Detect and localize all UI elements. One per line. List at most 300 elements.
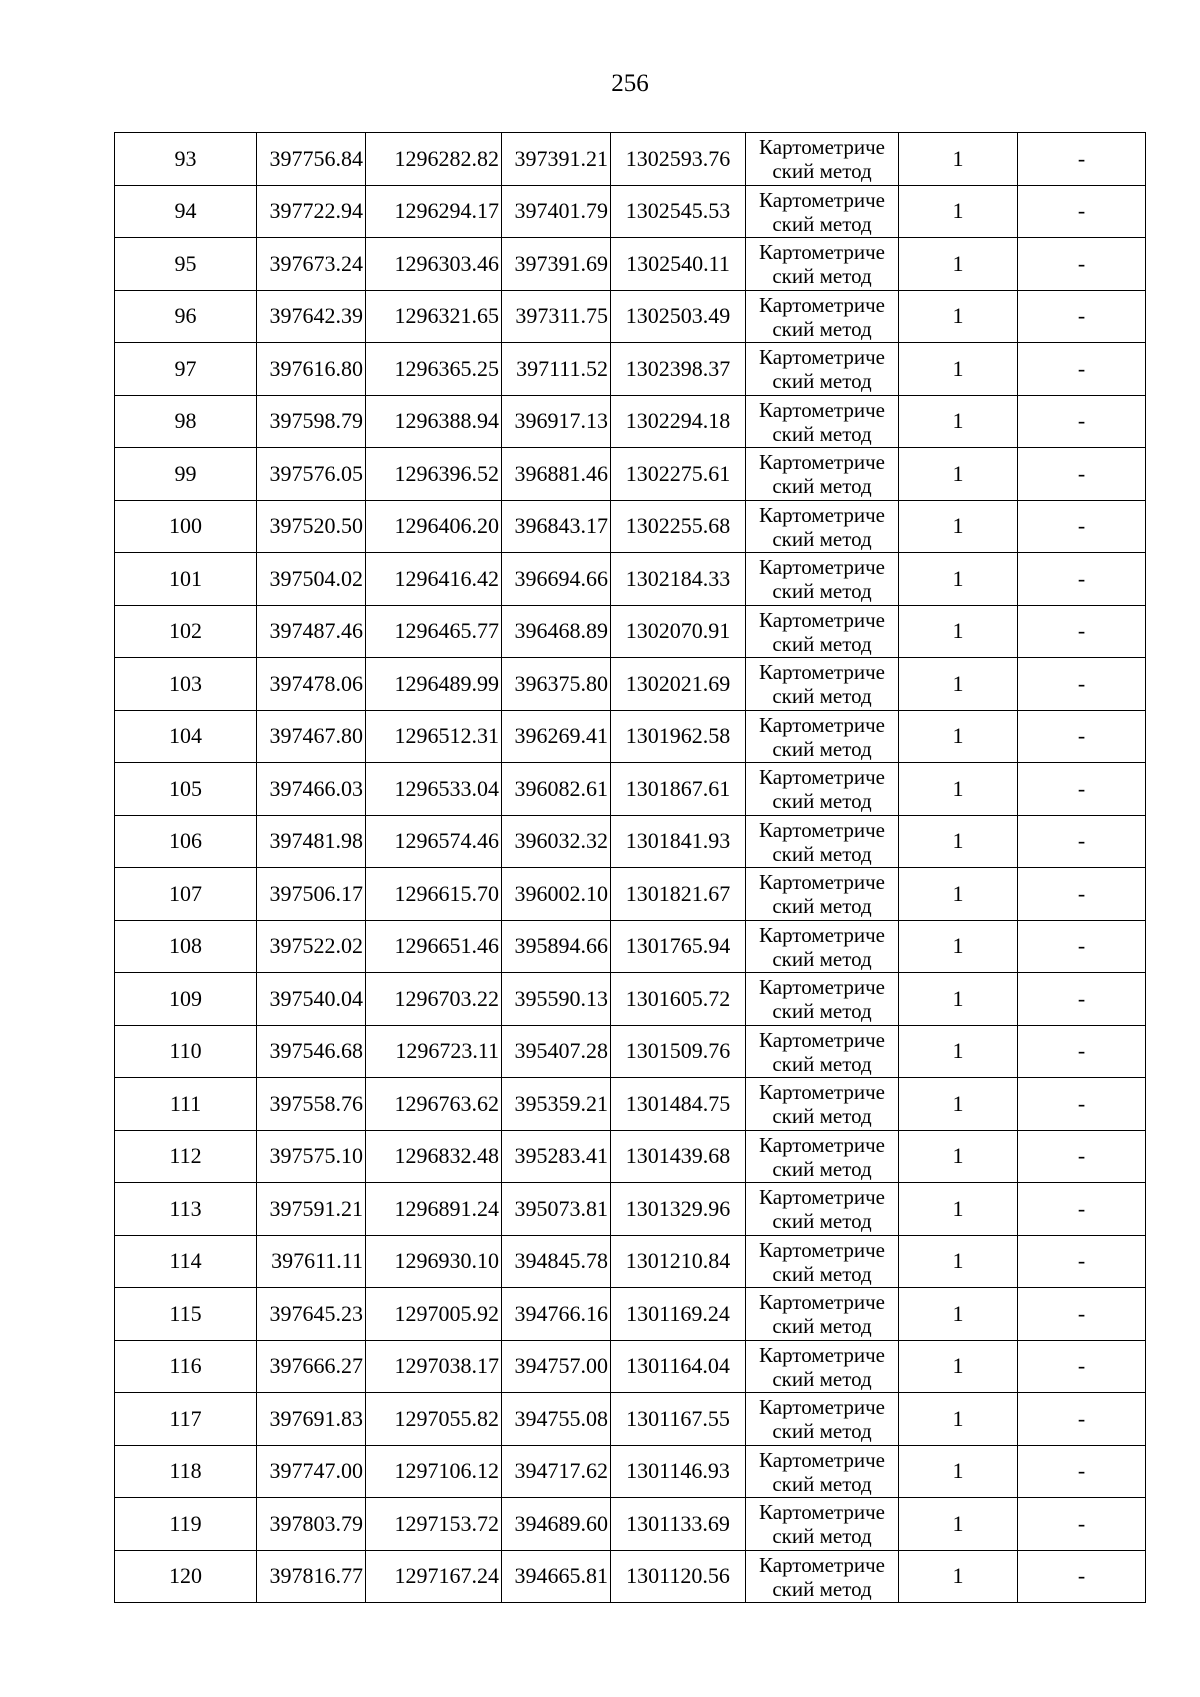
point-number-cell: 109 xyxy=(115,973,257,1026)
x2-coord-cell: 396375.80 xyxy=(502,658,611,711)
method-line-1: Картометриче xyxy=(759,135,885,159)
method-line-2: ский метод xyxy=(772,894,872,918)
x2-coord-cell: 394757.00 xyxy=(502,1340,611,1393)
x-coord-cell: 397478.06 xyxy=(257,658,366,711)
x-coord-cell: 397611.11 xyxy=(257,1235,366,1288)
method-cell xyxy=(746,1078,899,1131)
method-cell xyxy=(746,868,899,921)
y2-coord-cell: 1301167.55 xyxy=(611,1393,746,1446)
description-cell: - xyxy=(1018,133,1146,186)
method-line-1: Картометриче xyxy=(759,1395,885,1419)
method-cell xyxy=(746,553,899,606)
method-line-2: ский метод xyxy=(772,159,872,183)
point-number-cell: 115 xyxy=(115,1288,257,1341)
method-cell xyxy=(746,658,899,711)
table-row xyxy=(115,973,1146,1026)
method-line-1: Картометриче xyxy=(759,1185,885,1209)
y2-coord-cell: 1301146.93 xyxy=(611,1445,746,1498)
x2-coord-cell: 395894.66 xyxy=(502,920,611,973)
description-cell: - xyxy=(1018,448,1146,501)
method-line-2: ский метод xyxy=(772,421,872,446)
method-cell xyxy=(746,238,899,291)
method-cell xyxy=(746,1288,899,1341)
method-cell xyxy=(746,1183,899,1236)
table-row xyxy=(115,868,1146,921)
y2-coord-cell: 1302255.68 xyxy=(611,500,746,553)
page-number: 256 xyxy=(611,70,649,97)
x-coord-cell: 397546.68 xyxy=(257,1025,366,1078)
description-cell: - xyxy=(1018,1498,1146,1551)
x2-coord-cell: 396843.17 xyxy=(502,500,611,553)
x-coord-cell: 397616.80 xyxy=(257,343,366,396)
method-cell xyxy=(746,395,899,448)
y2-coord-cell: 1302398.37 xyxy=(611,343,746,396)
x2-coord-cell: 395590.13 xyxy=(502,973,611,1026)
method-line-1: Картометриче xyxy=(759,922,885,947)
accuracy-cell: 1 xyxy=(899,658,1018,711)
point-number-cell: 113 xyxy=(115,1183,257,1236)
y2-coord-cell: 1301821.67 xyxy=(611,868,746,921)
y-coord-cell: 1296574.46 xyxy=(366,815,502,868)
y2-coord-cell: 1302593.76 xyxy=(611,133,746,186)
x2-coord-cell: 396694.66 xyxy=(502,553,611,606)
table-row xyxy=(115,448,1146,501)
x-coord-cell: 397803.79 xyxy=(257,1498,366,1551)
x-coord-cell: 397642.39 xyxy=(257,290,366,343)
y2-coord-cell: 1301120.56 xyxy=(611,1550,746,1603)
description-cell: - xyxy=(1018,395,1146,448)
y-coord-cell: 1296763.62 xyxy=(366,1078,502,1131)
method-cell xyxy=(746,343,899,396)
x2-coord-cell: 394717.62 xyxy=(502,1445,611,1498)
x2-coord-cell: 396468.89 xyxy=(502,605,611,658)
method-line-2: ский метод xyxy=(772,999,872,1023)
y2-coord-cell: 1302275.61 xyxy=(611,448,746,501)
table-row xyxy=(115,605,1146,658)
y2-coord-cell: 1301169.24 xyxy=(611,1288,746,1341)
description-cell: - xyxy=(1018,185,1146,238)
x2-coord-cell: 396917.13 xyxy=(502,395,611,448)
point-number-cell: 101 xyxy=(115,553,257,606)
description-cell: - xyxy=(1018,500,1146,553)
accuracy-cell: 1 xyxy=(899,815,1018,868)
table-row xyxy=(115,1025,1146,1078)
description-cell: - xyxy=(1018,238,1146,291)
y2-coord-cell: 1302294.18 xyxy=(611,395,746,448)
x-coord-cell: 397591.21 xyxy=(257,1183,366,1236)
y-coord-cell: 1297055.82 xyxy=(366,1393,502,1446)
point-number-cell: 108 xyxy=(115,920,257,973)
point-number-cell: 93 xyxy=(115,133,257,186)
method-line-1: Картометриче xyxy=(759,1132,885,1157)
y-coord-cell: 1297153.72 xyxy=(366,1498,502,1551)
method-cell xyxy=(746,605,899,658)
method-line-1: Картометриче xyxy=(759,607,885,632)
y2-coord-cell: 1301329.96 xyxy=(611,1183,746,1236)
x-coord-cell: 397467.80 xyxy=(257,710,366,763)
y-coord-cell: 1296406.20 xyxy=(366,500,502,553)
point-number-cell: 106 xyxy=(115,815,257,868)
y2-coord-cell: 1301509.76 xyxy=(611,1025,746,1078)
x-coord-cell: 397520.50 xyxy=(257,500,366,553)
method-line-2: ский метод xyxy=(772,264,872,288)
accuracy-cell: 1 xyxy=(899,395,1018,448)
method-line-1: Картометриче xyxy=(759,1447,885,1472)
x-coord-cell: 397722.94 xyxy=(257,185,366,238)
method-cell xyxy=(746,1445,899,1498)
method-cell xyxy=(746,815,899,868)
method-line-2: ский метод xyxy=(772,1366,872,1391)
description-cell: - xyxy=(1018,605,1146,658)
description-cell: - xyxy=(1018,815,1146,868)
point-number-cell: 104 xyxy=(115,710,257,763)
x2-coord-cell: 396269.41 xyxy=(502,710,611,763)
accuracy-cell: 1 xyxy=(899,290,1018,343)
y-coord-cell: 1297106.12 xyxy=(366,1445,502,1498)
method-line-1: Картометриче xyxy=(759,555,885,579)
description-cell: - xyxy=(1018,553,1146,606)
point-number-cell: 107 xyxy=(115,868,257,921)
method-line-1: Картометриче xyxy=(759,870,885,894)
accuracy-cell: 1 xyxy=(899,1498,1018,1551)
y-coord-cell: 1296365.25 xyxy=(366,343,502,396)
y-coord-cell: 1296651.46 xyxy=(366,920,502,973)
table-row xyxy=(115,1078,1146,1131)
y2-coord-cell: 1301765.94 xyxy=(611,920,746,973)
y-coord-cell: 1296723.11 xyxy=(366,1025,502,1078)
y2-coord-cell: 1302184.33 xyxy=(611,553,746,606)
table-row xyxy=(115,553,1146,606)
x2-coord-cell: 394755.08 xyxy=(502,1393,611,1446)
x-coord-cell: 397576.05 xyxy=(257,448,366,501)
method-line-1: Картометриче xyxy=(759,712,885,737)
y2-coord-cell: 1302070.91 xyxy=(611,605,746,658)
point-number-cell: 120 xyxy=(115,1550,257,1603)
y-coord-cell: 1296533.04 xyxy=(366,763,502,816)
y-coord-cell: 1296294.17 xyxy=(366,185,502,238)
y2-coord-cell: 1301210.84 xyxy=(611,1235,746,1288)
method-cell xyxy=(746,973,899,1026)
y2-coord-cell: 1301841.93 xyxy=(611,815,746,868)
x2-coord-cell: 394665.81 xyxy=(502,1550,611,1603)
method-line-2: ский метод xyxy=(772,316,872,341)
method-line-2: ский метод xyxy=(772,1104,872,1128)
table-row xyxy=(115,1445,1146,1498)
x2-coord-cell: 395359.21 xyxy=(502,1078,611,1131)
accuracy-cell: 1 xyxy=(899,710,1018,763)
method-line-2: ский метод xyxy=(772,1314,872,1338)
y2-coord-cell: 1302545.53 xyxy=(611,185,746,238)
point-number-cell: 110 xyxy=(115,1025,257,1078)
method-line-2: ский метод xyxy=(772,841,872,866)
description-cell: - xyxy=(1018,1130,1146,1183)
y2-coord-cell: 1302021.69 xyxy=(611,658,746,711)
accuracy-cell: 1 xyxy=(899,238,1018,291)
table-row xyxy=(115,500,1146,553)
y2-coord-cell: 1302503.49 xyxy=(611,290,746,343)
y-coord-cell: 1296282.82 xyxy=(366,133,502,186)
point-number-cell: 117 xyxy=(115,1393,257,1446)
y-coord-cell: 1296388.94 xyxy=(366,395,502,448)
x-coord-cell: 397575.10 xyxy=(257,1130,366,1183)
y2-coord-cell: 1301133.69 xyxy=(611,1498,746,1551)
accuracy-cell: 1 xyxy=(899,185,1018,238)
method-line-2: ский метод xyxy=(772,1471,872,1496)
point-number-cell: 95 xyxy=(115,238,257,291)
point-number-cell: 99 xyxy=(115,448,257,501)
y-coord-cell: 1296321.65 xyxy=(366,290,502,343)
x-coord-cell: 397504.02 xyxy=(257,553,366,606)
method-cell xyxy=(746,1130,899,1183)
accuracy-cell: 1 xyxy=(899,1288,1018,1341)
method-line-1: Картометриче xyxy=(759,397,885,422)
method-line-2: ский метод xyxy=(772,211,872,236)
description-cell: - xyxy=(1018,1235,1146,1288)
table-row xyxy=(115,133,1146,186)
y2-coord-cell: 1302540.11 xyxy=(611,238,746,291)
method-line-1: Картометриче xyxy=(759,187,885,212)
method-cell xyxy=(746,920,899,973)
accuracy-cell: 1 xyxy=(899,1550,1018,1603)
x2-coord-cell: 396881.46 xyxy=(502,448,611,501)
method-line-2: ский метод xyxy=(772,579,872,603)
x2-coord-cell: 397391.21 xyxy=(502,133,611,186)
method-line-1: Картометриче xyxy=(759,1552,885,1577)
y-coord-cell: 1296703.22 xyxy=(366,973,502,1026)
point-number-cell: 103 xyxy=(115,658,257,711)
y2-coord-cell: 1301484.75 xyxy=(611,1078,746,1131)
x-coord-cell: 397598.79 xyxy=(257,395,366,448)
method-line-1: Картометриче xyxy=(759,1500,885,1524)
method-cell xyxy=(746,1025,899,1078)
x2-coord-cell: 397111.52 xyxy=(502,343,611,396)
method-cell xyxy=(746,500,899,553)
description-cell: - xyxy=(1018,1078,1146,1131)
method-line-2: ский метод xyxy=(772,1156,872,1181)
point-number-cell: 94 xyxy=(115,185,257,238)
accuracy-cell: 1 xyxy=(899,1340,1018,1393)
method-cell xyxy=(746,1550,899,1603)
method-line-2: ский метод xyxy=(772,946,872,971)
table-body xyxy=(115,133,1146,1603)
y-coord-cell: 1296416.42 xyxy=(366,553,502,606)
description-cell: - xyxy=(1018,1340,1146,1393)
method-line-2: ский метод xyxy=(772,1209,872,1233)
method-line-1: Картометриче xyxy=(759,1027,885,1052)
x-coord-cell: 397673.24 xyxy=(257,238,366,291)
table-row xyxy=(115,658,1146,711)
x2-coord-cell: 397391.69 xyxy=(502,238,611,291)
description-cell: - xyxy=(1018,1550,1146,1603)
y2-coord-cell: 1301439.68 xyxy=(611,1130,746,1183)
x-coord-cell: 397481.98 xyxy=(257,815,366,868)
method-cell xyxy=(746,1235,899,1288)
x2-coord-cell: 396002.10 xyxy=(502,868,611,921)
y-coord-cell: 1296930.10 xyxy=(366,1235,502,1288)
method-line-1: Картометриче xyxy=(759,450,885,474)
point-number-cell: 119 xyxy=(115,1498,257,1551)
table-row xyxy=(115,290,1146,343)
method-line-1: Картометриче xyxy=(759,345,885,369)
point-number-cell: 116 xyxy=(115,1340,257,1393)
description-cell: - xyxy=(1018,1183,1146,1236)
x-coord-cell: 397691.83 xyxy=(257,1393,366,1446)
method-line-1: Картометриче xyxy=(759,1080,885,1104)
point-number-cell: 112 xyxy=(115,1130,257,1183)
method-line-1: Картометриче xyxy=(759,1342,885,1367)
method-line-1: Картометриче xyxy=(759,975,885,999)
y-coord-cell: 1296396.52 xyxy=(366,448,502,501)
description-cell: - xyxy=(1018,973,1146,1026)
accuracy-cell: 1 xyxy=(899,1025,1018,1078)
point-number-cell: 100 xyxy=(115,500,257,553)
method-line-2: ский метод xyxy=(772,789,872,813)
x2-coord-cell: 394766.16 xyxy=(502,1288,611,1341)
table-row xyxy=(115,1288,1146,1341)
x-coord-cell: 397466.03 xyxy=(257,763,366,816)
method-line-1: Картометриче xyxy=(759,292,885,317)
table-row xyxy=(115,1235,1146,1288)
y-coord-cell: 1296891.24 xyxy=(366,1183,502,1236)
method-cell xyxy=(746,763,899,816)
x2-coord-cell: 396082.61 xyxy=(502,763,611,816)
x-coord-cell: 397756.84 xyxy=(257,133,366,186)
x2-coord-cell: 395407.28 xyxy=(502,1025,611,1078)
table-row xyxy=(115,343,1146,396)
method-cell xyxy=(746,290,899,343)
table-row xyxy=(115,1340,1146,1393)
method-cell xyxy=(746,1498,899,1551)
accuracy-cell: 1 xyxy=(899,920,1018,973)
accuracy-cell: 1 xyxy=(899,1445,1018,1498)
x-coord-cell: 397522.02 xyxy=(257,920,366,973)
table-row xyxy=(115,763,1146,816)
accuracy-cell: 1 xyxy=(899,1393,1018,1446)
point-number-cell: 97 xyxy=(115,343,257,396)
x2-coord-cell: 394845.78 xyxy=(502,1235,611,1288)
description-cell: - xyxy=(1018,763,1146,816)
x-coord-cell: 397487.46 xyxy=(257,605,366,658)
table-row xyxy=(115,815,1146,868)
x-coord-cell: 397506.17 xyxy=(257,868,366,921)
method-cell xyxy=(746,185,899,238)
point-number-cell: 96 xyxy=(115,290,257,343)
method-line-2: ский метод xyxy=(772,526,872,551)
method-line-2: ский метод xyxy=(772,1524,872,1548)
y-coord-cell: 1296615.70 xyxy=(366,868,502,921)
point-number-cell: 118 xyxy=(115,1445,257,1498)
method-line-1: Картометриче xyxy=(759,817,885,842)
accuracy-cell: 1 xyxy=(899,1078,1018,1131)
y-coord-cell: 1297005.92 xyxy=(366,1288,502,1341)
method-line-1: Картометриче xyxy=(759,765,885,789)
y-coord-cell: 1296512.31 xyxy=(366,710,502,763)
accuracy-cell: 1 xyxy=(899,500,1018,553)
x-coord-cell: 397666.27 xyxy=(257,1340,366,1393)
method-line-1: Картометриче xyxy=(759,240,885,264)
accuracy-cell: 1 xyxy=(899,763,1018,816)
method-line-2: ский метод xyxy=(772,736,872,761)
description-cell: - xyxy=(1018,1025,1146,1078)
y2-coord-cell: 1301962.58 xyxy=(611,710,746,763)
method-cell xyxy=(746,1340,899,1393)
method-cell xyxy=(746,133,899,186)
accuracy-cell: 1 xyxy=(899,973,1018,1026)
y2-coord-cell: 1301867.61 xyxy=(611,763,746,816)
table-row xyxy=(115,920,1146,973)
y2-coord-cell: 1301164.04 xyxy=(611,1340,746,1393)
method-line-2: ский метод xyxy=(772,369,872,393)
x2-coord-cell: 396032.32 xyxy=(502,815,611,868)
method-line-2: ский метод xyxy=(772,1051,872,1076)
accuracy-cell: 1 xyxy=(899,1183,1018,1236)
x2-coord-cell: 395283.41 xyxy=(502,1130,611,1183)
x2-coord-cell: 394689.60 xyxy=(502,1498,611,1551)
method-line-2: ский метод xyxy=(772,631,872,656)
method-cell xyxy=(746,710,899,763)
description-cell: - xyxy=(1018,1288,1146,1341)
point-number-cell: 114 xyxy=(115,1235,257,1288)
table-row xyxy=(115,238,1146,291)
y-coord-cell: 1297167.24 xyxy=(366,1550,502,1603)
table-row xyxy=(115,1130,1146,1183)
table-row xyxy=(115,1183,1146,1236)
table-row xyxy=(115,395,1146,448)
method-line-2: ский метод xyxy=(772,684,872,708)
description-cell: - xyxy=(1018,290,1146,343)
method-line-2: ский метод xyxy=(772,1576,872,1601)
accuracy-cell: 1 xyxy=(899,1130,1018,1183)
x-coord-cell: 397558.76 xyxy=(257,1078,366,1131)
description-cell: - xyxy=(1018,868,1146,921)
point-number-cell: 98 xyxy=(115,395,257,448)
accuracy-cell: 1 xyxy=(899,343,1018,396)
description-cell: - xyxy=(1018,920,1146,973)
y-coord-cell: 1296832.48 xyxy=(366,1130,502,1183)
y2-coord-cell: 1301605.72 xyxy=(611,973,746,1026)
method-line-2: ский метод xyxy=(772,474,872,498)
method-line-1: Картометриче xyxy=(759,660,885,684)
accuracy-cell: 1 xyxy=(899,133,1018,186)
x-coord-cell: 397816.77 xyxy=(257,1550,366,1603)
description-cell: - xyxy=(1018,343,1146,396)
method-cell xyxy=(746,448,899,501)
y-coord-cell: 1297038.17 xyxy=(366,1340,502,1393)
y-coord-cell: 1296465.77 xyxy=(366,605,502,658)
accuracy-cell: 1 xyxy=(899,868,1018,921)
x-coord-cell: 397540.04 xyxy=(257,973,366,1026)
accuracy-cell: 1 xyxy=(899,448,1018,501)
table-row xyxy=(115,1498,1146,1551)
method-line-1: Картометриче xyxy=(759,1237,885,1262)
x-coord-cell: 397645.23 xyxy=(257,1288,366,1341)
method-line-1: Картометриче xyxy=(759,502,885,527)
table-row xyxy=(115,1393,1146,1446)
point-number-cell: 111 xyxy=(115,1078,257,1131)
description-cell: - xyxy=(1018,658,1146,711)
table-row xyxy=(115,710,1146,763)
accuracy-cell: 1 xyxy=(899,1235,1018,1288)
table-row xyxy=(115,185,1146,238)
x2-coord-cell: 395073.81 xyxy=(502,1183,611,1236)
method-line-2: ский метод xyxy=(772,1261,872,1286)
method-line-2: ский метод xyxy=(772,1419,872,1443)
description-cell: - xyxy=(1018,1445,1146,1498)
x-coord-cell: 397747.00 xyxy=(257,1445,366,1498)
point-number-cell: 105 xyxy=(115,763,257,816)
method-line-1: Картометриче xyxy=(759,1290,885,1314)
y-coord-cell: 1296303.46 xyxy=(366,238,502,291)
